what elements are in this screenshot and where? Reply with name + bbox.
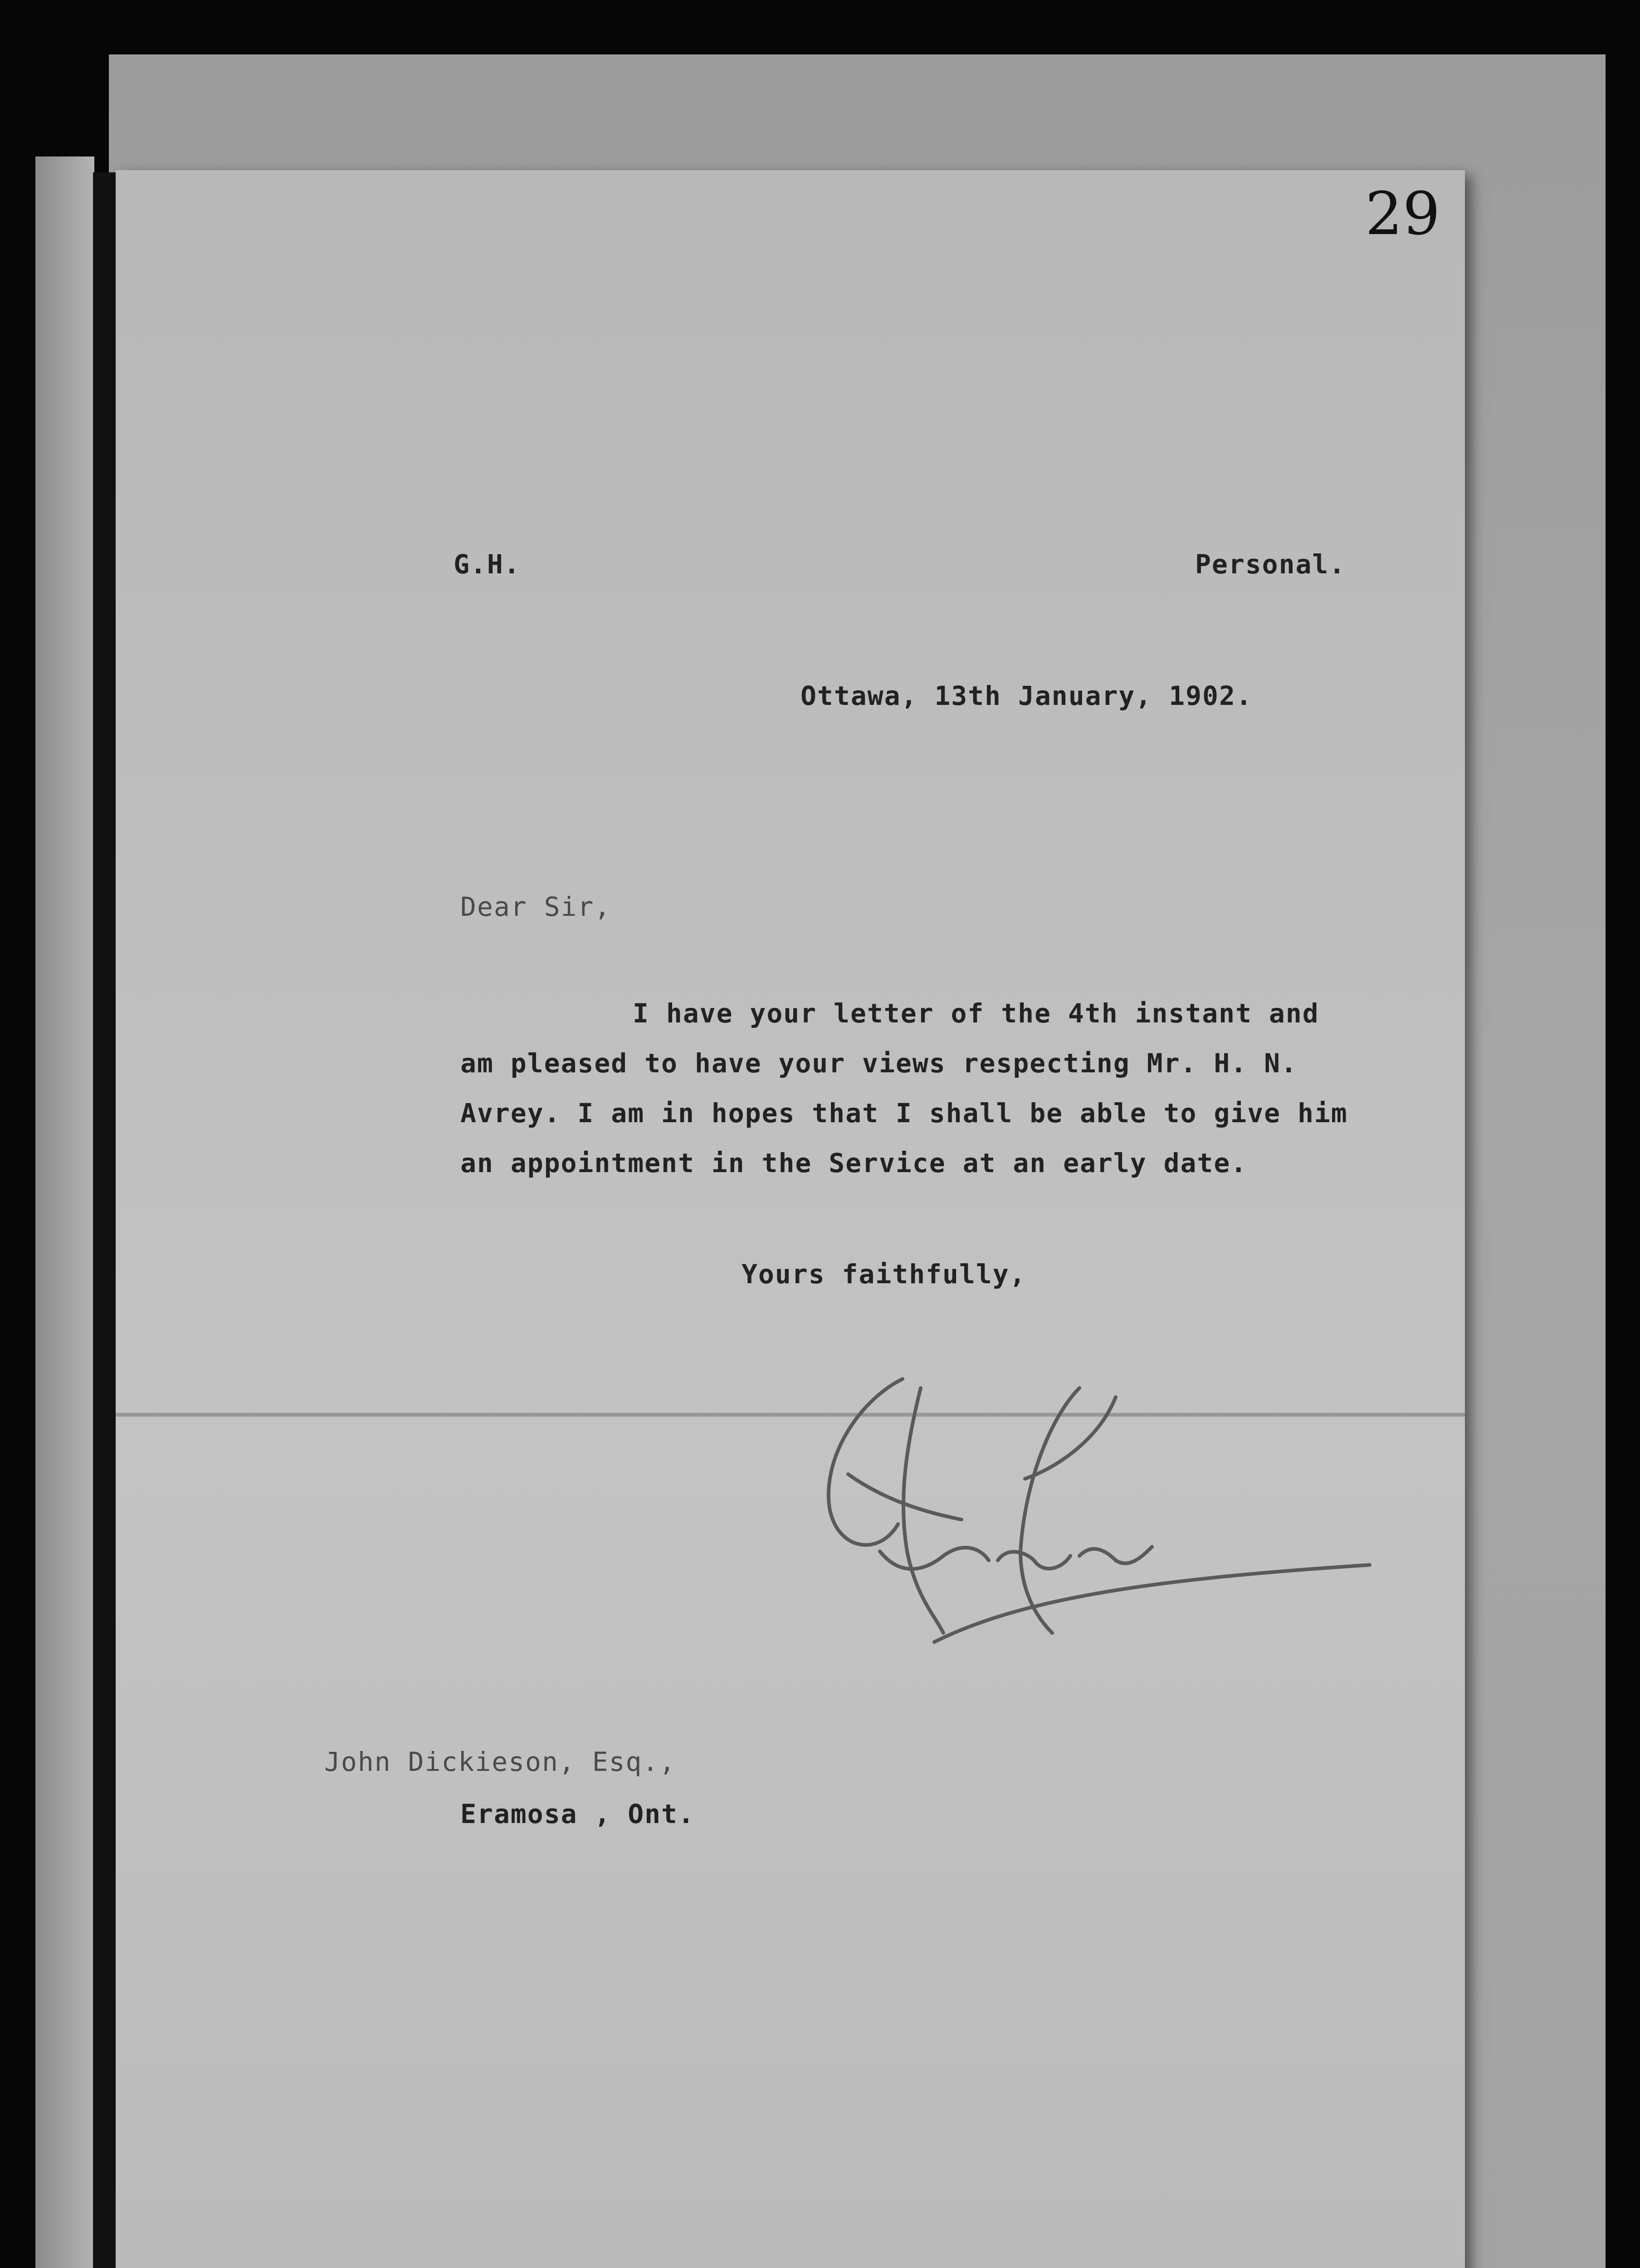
closing-line: Yours faithfully, — [742, 1259, 1026, 1290]
personal-label: Personal. — [1195, 549, 1346, 580]
file-reference: G.H. — [454, 549, 521, 580]
addressee-location: Eramosa , Ont. — [460, 1799, 695, 1829]
page-number: 29 — [1365, 179, 1440, 248]
folder-edge-strip — [35, 156, 94, 2268]
date-line: Ottawa, 13th January, 1902. — [800, 680, 1253, 711]
salutation: Dear Sir, — [460, 891, 611, 922]
body-line: Avrey. I am in hopes that I shall be able to give him — [460, 1098, 1348, 1129]
body-line: an appointment in the Service at an early date. — [460, 1148, 1248, 1178]
body-line: am pleased to have your views respecting Mr. H. N. — [460, 1048, 1298, 1079]
handwritten-signature — [708, 1361, 1397, 1678]
letter-sheet — [116, 170, 1465, 2268]
addressee-name: John Dickieson, Esq., — [324, 1746, 676, 1777]
body-line: I have your letter of the 4th instant and — [633, 998, 1319, 1029]
